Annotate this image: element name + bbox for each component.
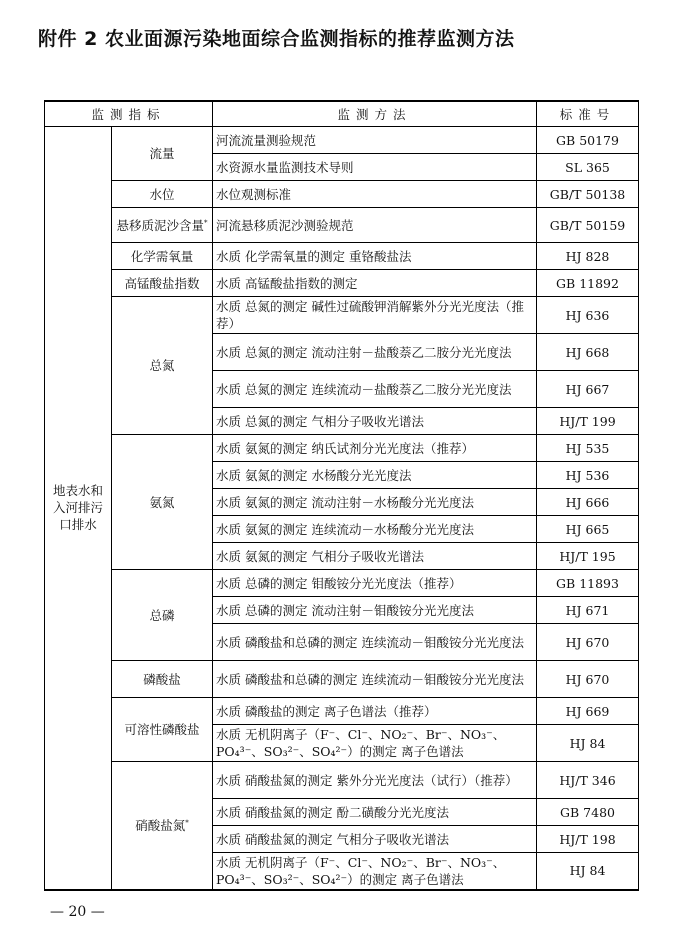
category-cell: 地表水和入河排污口排水 (45, 127, 112, 890)
standard-cell: GB/T 50159 (537, 208, 639, 243)
indicator-note-mark: * (185, 818, 189, 827)
indicator-label: 硝酸盐氮 (135, 817, 186, 833)
method-cell: 河流悬移质泥沙测验规范 (213, 208, 537, 243)
standard-cell: HJ 828 (537, 243, 639, 270)
table-row (45, 661, 639, 698)
standard-cell: HJ/T 346 (537, 762, 639, 799)
page-number: — 20 — (50, 904, 105, 920)
table-row (45, 762, 639, 799)
indicator-label: 高锰酸盐指数 (124, 275, 200, 291)
indicator-cell (112, 208, 213, 243)
header-method: 监测方法 (213, 101, 537, 127)
standard-cell: HJ/T 199 (537, 408, 639, 435)
table-row (45, 698, 639, 725)
table-row (45, 270, 639, 297)
indicator-label: 化学需氧量 (130, 248, 194, 264)
indicator-label: 磷酸盐 (143, 671, 181, 687)
method-cell: 水质 总氮的测定 碱性过硫酸钾消解紫外分光光度法（推荐） (213, 297, 537, 334)
indicator-cell (112, 570, 213, 661)
standard-cell: HJ/T 195 (537, 543, 639, 570)
method-cell: 水质 氨氮的测定 纳氏试剂分光光度法（推荐） (213, 435, 537, 462)
indicator-cell (112, 127, 213, 181)
header-standard: 标准号 (537, 101, 639, 127)
method-cell: 河流流量测验规范 (213, 127, 537, 154)
table-row (45, 435, 639, 462)
method-cell: 水质 磷酸盐的测定 离子色谱法（推荐） (213, 698, 537, 725)
standard-cell: HJ 667 (537, 371, 639, 408)
standard-cell: HJ/T 198 (537, 826, 639, 853)
table-row (45, 243, 639, 270)
method-cell: 水质 总磷的测定 钼酸铵分光光度法（推荐） (213, 570, 537, 597)
indicator-note-mark: * (204, 218, 208, 227)
method-cell: 水质 无机阴离子（F⁻、Cl⁻、NO₂⁻、Br⁻、NO₃⁻、PO₄³⁻、SO₃²⁻、SO₄²⁻）的测定 离子色谱法 (213, 725, 537, 762)
standard-cell: HJ 84 (537, 725, 639, 762)
table-row (45, 297, 639, 334)
indicator-cell (112, 270, 213, 297)
indicator-cell (112, 243, 213, 270)
standard-cell: HJ 668 (537, 334, 639, 371)
method-cell: 水资源水量监测技术导则 (213, 154, 537, 181)
standard-cell: GB 11893 (537, 570, 639, 597)
page-title: 附件 2 农业面源污染地面综合监测指标的推荐监测方法 (38, 28, 515, 50)
method-cell: 水质 硝酸盐氮的测定 酚二磺酸分光光度法 (213, 799, 537, 826)
method-cell: 水质 总氮的测定 流动注射－盐酸萘乙二胺分光光度法 (213, 334, 537, 371)
standard-cell: HJ 669 (537, 698, 639, 725)
standard-cell: HJ 84 (537, 853, 639, 890)
standard-cell: HJ 535 (537, 435, 639, 462)
indicator-label: 氨氮 (149, 494, 175, 510)
standard-cell: GB 7480 (537, 799, 639, 826)
method-cell: 水质 磷酸盐和总磷的测定 连续流动－钼酸铵分光光度法 (213, 624, 537, 661)
standard-cell: SL 365 (537, 154, 639, 181)
standard-cell: GB 50179 (537, 127, 639, 154)
indicator-label: 流量 (149, 146, 175, 161)
indicator-cell (112, 698, 213, 762)
method-cell: 水质 总氮的测定 连续流动－盐酸萘乙二胺分光光度法 (213, 371, 537, 408)
method-cell: 水质 磷酸盐和总磷的测定 连续流动－钼酸铵分光光度法 (213, 661, 537, 698)
method-cell: 水质 高锰酸盐指数的测定 (213, 270, 537, 297)
standard-cell: HJ 670 (537, 624, 639, 661)
standard-cell: HJ 536 (537, 462, 639, 489)
indicator-label: 悬移质泥沙含量 (116, 217, 205, 233)
standard-cell: HJ 670 (537, 661, 639, 698)
indicator-label: 总氮 (149, 358, 175, 373)
indicator-label: 总磷 (149, 607, 175, 623)
method-cell: 水质 氨氮的测定 水杨酸分光光度法 (213, 462, 537, 489)
method-cell: 水质 硝酸盐氮的测定 气相分子吸收光谱法 (213, 826, 537, 853)
method-cell: 水质 总磷的测定 流动注射－钼酸铵分光光度法 (213, 597, 537, 624)
indicator-label: 水位 (149, 186, 175, 202)
monitoring-methods-table (44, 100, 639, 891)
header-indicator: 监测指标 (45, 101, 213, 127)
indicator-cell (112, 762, 213, 890)
indicator-cell (112, 181, 213, 208)
method-cell: 水质 化学需氧量的测定 重铬酸盐法 (213, 243, 537, 270)
standard-cell: HJ 666 (537, 489, 639, 516)
method-cell: 水质 硝酸盐氮的测定 紫外分光光度法（试行）（推荐） (213, 762, 537, 799)
method-cell: 水质 氨氮的测定 连续流动－水杨酸分光光度法 (213, 516, 537, 543)
indicator-cell (112, 297, 213, 435)
standard-cell: GB/T 50138 (537, 181, 639, 208)
method-cell: 水质 无机阴离子（F⁻、Cl⁻、NO₂⁻、Br⁻、NO₃⁻、PO₄³⁻、SO₃²⁻、SO₄²⁻）的测定 离子色谱法 (213, 853, 537, 890)
table-row (45, 208, 639, 243)
standard-cell: HJ 636 (537, 297, 639, 334)
standard-cell: HJ 671 (537, 597, 639, 624)
table-row (45, 127, 639, 154)
indicator-label: 可溶性磷酸盐 (124, 722, 200, 737)
table-row (45, 181, 639, 208)
method-cell: 水质 氨氮的测定 气相分子吸收光谱法 (213, 543, 537, 570)
indicator-cell (112, 661, 213, 698)
indicator-cell (112, 435, 213, 570)
table-row (45, 570, 639, 597)
table-header-row (45, 101, 639, 127)
standard-cell: HJ 665 (537, 516, 639, 543)
method-cell: 水位观测标准 (213, 181, 537, 208)
method-cell: 水质 总氮的测定 气相分子吸收光谱法 (213, 408, 537, 435)
method-cell: 水质 氨氮的测定 流动注射－水杨酸分光光度法 (213, 489, 537, 516)
standard-cell: GB 11892 (537, 270, 639, 297)
